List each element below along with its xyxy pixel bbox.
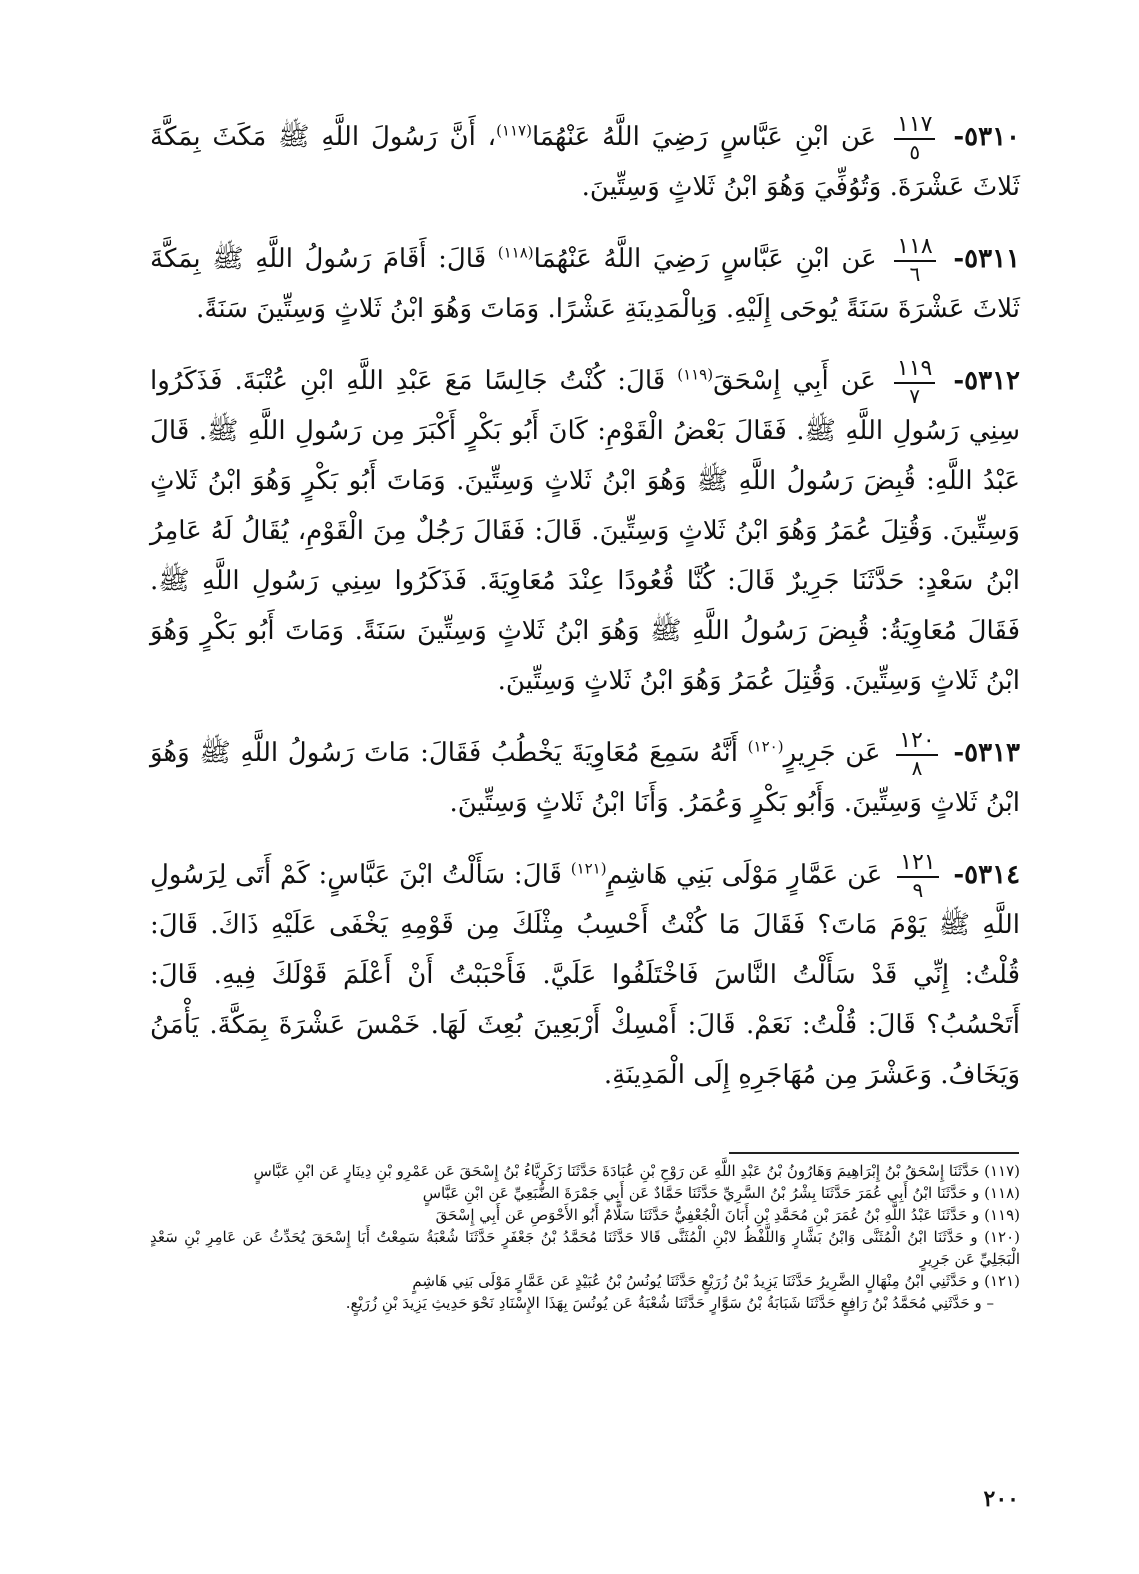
hadith-number: ٥٣١٣- (953, 738, 1020, 768)
fraction-top: ١١٨ (894, 236, 935, 262)
hadith-number: ٥٣١٢- (953, 366, 1020, 396)
hadith-text: قَالَ: كُنْتُ جَالِسًا مَعَ عَبْدِ اللَّهِ ابْنِ عُتْبَةَ. فَذَكَرُوا سِنِي رَسُولِ اللَّهِ ﷺ. فَقَالَ بَعْضُ الْقَوْمِ: كَانَ أَبُو بَكْرٍ أَكْبَرَ مِن رَسُولِ اللَّهِ ﷺ. قَالَ عَبْدُ اللَّهِ: قُبِضَ رَسُولُ اللَّهِ ﷺ وَهُوَ ابْنُ ثَلاثٍ وَسِتِّينَ. وَمَاتَ أَبُو بَكْرٍ وَهُوَ ابْنُ ثَلاثٍ وَسِتِّينَ. وَقُتِلَ عُمَرُ وَهُوَ ابْنُ ثَلاثٍ وَسِتِّينَ. قَالَ: فَقَالَ رَجُلٌ مِنَ الْقَوْمِ، يُقَالُ لَهُ عَامِرُ ابْنُ سَعْدٍ: حَدَّثَنَا جَرِيرٌ قَالَ: كُنَّا قُعُودًا عِنْدَ مُعَاوِيَةَ. فَذَكَرُوا سِنِي رَسُولِ اللَّهِ ﷺ. فَقَالَ مُعَاوِيَةُ: قُبِضَ رَسُولُ اللَّهِ ﷺ وَهُوَ ابْنُ ثَلاثٍ وَسِتِّينَ سَنَةً. وَمَاتَ أَبُو بَكْرٍ وَهُوَ ابْنُ ثَلاثٍ وَسِتِّينَ. وَقُتِلَ عُمَرُ وَهُوَ ابْنُ ثَلاثٍ وَسِتِّينَ. (150, 366, 1020, 696)
hadith-5313 (150, 728, 1020, 828)
footnote-119: (١١٩) و حَدَّثَنَا عَبْدُ اللَّهِ بْنُ عُمَرَ بْنِ مُحَمَّدِ بْنِ أَبَانَ الْجُعْفِيُّ حَدَّثَنَا سَلَّامٌ أَبُو الأَحْوَصِ عَن أَبِي إِسْحَقَ (435, 1206, 1020, 1224)
footnote-118: (١١٨) و حَدَّثَنَا ابْنُ أَبِي عُمَرَ حَدَّثَنَا بِشْرُ بْنُ السَّرِيِّ حَدَّثَنَا حَمَّادٌ عَن أَبِي جَمْرَةَ الضُّبَعِيِّ عَن ابْنِ عَبَّاسٍ (422, 1184, 1020, 1202)
narration-fraction (894, 358, 935, 406)
fraction-bottom: ٥ (909, 140, 921, 164)
hadith-number: ٥٣١١- (953, 244, 1020, 274)
hadith-text-opening: عَن جَرِيرٍ (783, 738, 881, 768)
page-number: ٢٠٠ (983, 1486, 1019, 1512)
fraction-top: ١١٧ (894, 114, 935, 140)
hadith-text-opening: عَن ابْنِ عَبَّاسٍ رَضِيَ اللَّهُ عَنْهُمَا (531, 122, 877, 152)
footnote-ref: (١٢١) (570, 859, 607, 878)
footnote-121: (١٢١) و حَدَّثَنِي ابْنُ مِنْهَالٍ الضَّرِيرُ حَدَّثَنَا يَزِيدُ بْنُ زُرَيْعٍ حَدَّثَنَا يُونُسُ بْنُ عُبَيْدٍ عَن عَمَّارٍ مَوْلَى بَنِي هَاشِمٍ (412, 1272, 1020, 1290)
footnote-120: (١٢٠) و حَدَّثَنَا ابْنُ الْمُثَنَّى وَابْنُ بَشَّارٍ وَاللَّفْظُ لابْنِ الْمُثَنَّى قَالا حَدَّثَنَا مُحَمَّدُ بْنُ جَعْفَرٍ حَدَّثَنَا شُعْبَةُ سَمِعْتُ أَبَا إِسْحَقَ يُحَدِّثُ عَن عَامِرِ بْنِ سَعْدٍ الْبَجَلِيِّ عَن جَرِيرٍ (150, 1228, 1020, 1268)
fraction-top: ١٢٠ (896, 730, 937, 756)
footnote-ref: (١١٧) (496, 121, 532, 140)
hadith-5312 (150, 356, 1020, 706)
fraction-bottom: ٩ (912, 878, 924, 902)
hadith-5311 (150, 234, 1020, 334)
footnote-ref: (١٢٠) (747, 737, 784, 756)
footnote-117: (١١٧) حَدَّثَنَا إِسْحَقُ بْنُ إِبْرَاهِيمَ وَهَارُونُ بْنُ عَبْدِ اللَّهِ عَن رَوْحِ بْنِ عُبَادَةَ حَدَّثَنَا زَكَرِيَّاءُ بْنُ إِسْحَقَ عَن عَمْرِو بْنِ دِينَارٍ عَن ابْنِ عَبَّاسٍ (253, 1162, 1020, 1180)
fraction-bottom: ٦ (909, 262, 921, 286)
hadith-5310 (150, 112, 1020, 212)
footnote-ref: (١١٨) (497, 243, 534, 262)
narration-fraction (896, 730, 937, 778)
hadith-text-opening: عَن عَمَّارٍ مَوْلَى بَنِي هَاشِمٍ (606, 860, 883, 890)
footnote-continuation: – و حَدَّثَنِي مُحَمَّدُ بْنُ رَافِعٍ حَدَّثَنَا شَبَابَةُ بْنُ سَوَّارٍ حَدَّثَنَا شُعْبَةُ عَن يُونُسَ بِهَذَا الإِسْنَادِ نَحْوَ حَدِيثِ يَزِيدَ بْنِ زُرَيْعٍ. (345, 1294, 994, 1312)
hadith-body (150, 112, 1020, 1122)
narration-fraction (894, 236, 935, 284)
hadith-text: قَالَ: أَقَامَ رَسُولُ اللَّهِ ﷺ بِمَكَّةَ ثَلاثَ عَشْرَةَ سَنَةً يُوحَى إِلَيْهِ. وَبِالْمَدِينَةِ عَشْرًا. وَمَاتَ وَهُوَ ابْنُ ثَلاثٍ وَسِتِّينَ سَنَةً. (150, 244, 1020, 324)
footnotes (150, 1160, 1020, 1314)
fraction-top: ١١٩ (894, 358, 935, 384)
hadith-5314 (150, 850, 1020, 1100)
footnote-divider (729, 1152, 1019, 1154)
footnote-ref: (١١٩) (677, 365, 714, 384)
hadith-number: ٥٣١٠- (953, 122, 1021, 152)
narration-fraction (894, 114, 935, 162)
hadith-text: ، أَنَّ رَسُولَ اللَّهِ ﷺ مَكَثَ بِمَكَّةَ ثَلاثَ عَشْرَةَ. وَتُوُفِّيَ وَهُوَ ابْنُ ثَلاثٍ وَسِتِّينَ. (150, 122, 1020, 202)
fraction-top: ١٢١ (897, 852, 938, 878)
hadith-text: قَالَ: سَأَلْتُ ابْنَ عَبَّاسٍ: كَمْ أَتَى لِرَسُولِ اللَّهِ ﷺ يَوْمَ مَاتَ؟ فَقَالَ مَا كُنْتُ أَحْسِبُ مِثْلَكَ مِن قَوْمِهِ يَخْفَى عَلَيْهِ ذَاكَ. قَالَ: قُلْتُ: إِنِّي قَدْ سَأَلْتُ النَّاسَ فَاخْتَلَفُوا عَلَيَّ. فَأَحْبَبْتُ أَنْ أَعْلَمَ قَوْلَكَ فِيهِ. قَالَ: أَتَحْسُبُ؟ قَالَ: قُلْتُ: نَعَمْ. قَالَ: أَمْسِكْ أَرْبَعِينَ بُعِثَ لَهَا. خَمْسَ عَشْرَةَ بِمَكَّةَ. يَأْمَنُ وَيَخَافُ. وَعَشْرَ مِن مُهَاجَرِهِ إِلَى الْمَدِينَةِ. (150, 860, 1020, 1090)
fraction-bottom: ٧ (909, 384, 921, 408)
hadith-text-opening: عَن أَبِي إِسْحَقَ (713, 366, 876, 396)
fraction-bottom: ٨ (911, 756, 923, 780)
hadith-number: ٥٣١٤- (953, 860, 1021, 890)
hadith-text-opening: عَن ابْنِ عَبَّاسٍ رَضِيَ اللَّهُ عَنْهُمَا (533, 244, 877, 274)
narration-fraction (897, 852, 938, 900)
hadith-text: أَنَّهُ سَمِعَ مُعَاوِيَةَ يَخْطُبُ فَقَالَ: مَاتَ رَسُولُ اللَّهِ ﷺ وَهُوَ ابْنُ ثَلاثٍ وَسِتِّينَ. وَأَبُو بَكْرٍ وَعُمَرُ. وَأَنَا ابْنُ ثَلاثٍ وَسِتِّينَ. (150, 738, 1020, 818)
